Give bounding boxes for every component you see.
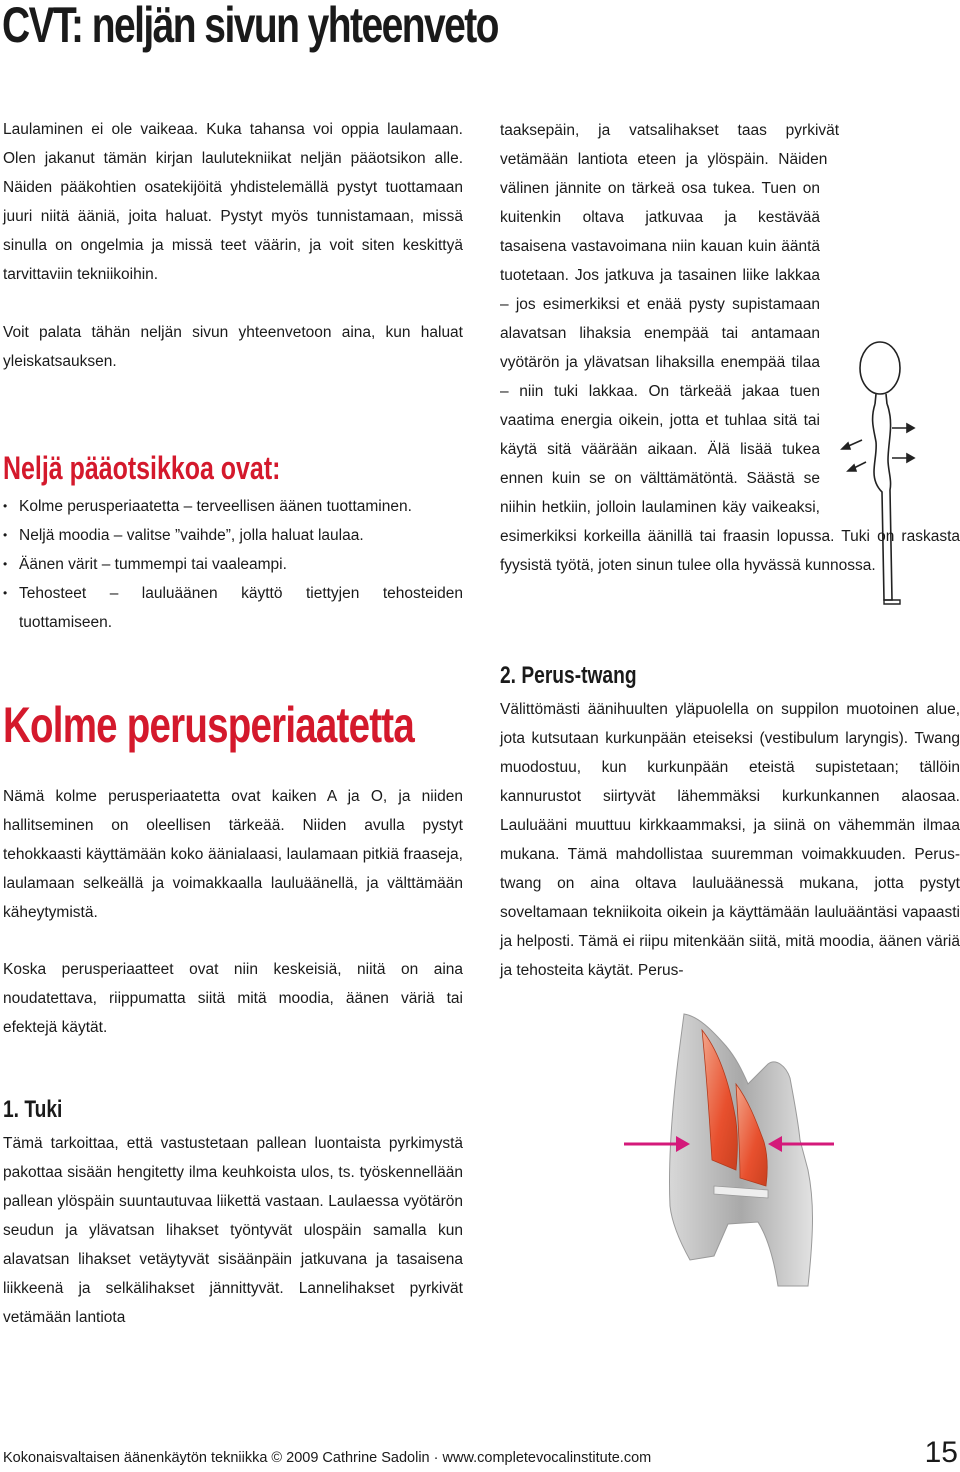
figure-neck <box>875 394 887 404</box>
page-title: CVT: neljän sivun yhteenveto <box>2 0 498 53</box>
principles-paragraph-2: Koska perusperiaatteet ovat niin keskeisiä, niitä on aina noudatettava, riippumatta siitä mitä moodia, äänen väriä tai efektejä käytät. <box>3 961 463 1036</box>
tuki-paragraph: Tämä tarkoittaa, että vastustetaan pallean luontaista pyrkimystä pakottaa sisään hengitetty ilma keuhkoista ulos, ts. työskennellään pallean ylöspäin suuntautuvaa liikettä vastaan. Laulaessa vyötärön seudun ja ylävatsan lihakset työntyvät ulospäin samalla kun alavatsan lihakset vetäytyvät sisäänpäin jatkuvana ja tasaisena liikkeenä ja selkälihakset jännittyvät. Lannelihakset pyrkivät vetämään lantiota <box>3 1135 463 1326</box>
footer-credit: Kokonaisvaltaisen äänenkäytön tekniikka © 2009 Cathrine Sadolin · www.completevocalinstitute.com <box>3 1450 652 1466</box>
list-item: • Neljä moodia – valitse ”vaihde”, jolla haluat laulaa. <box>3 521 463 550</box>
four-headings-list <box>3 492 463 637</box>
principles-paragraph-1: Nämä kolme perusperiaatetta ovat kaiken A ja O, ja niiden hallitseminen on oleellisen tärkeää. Niiden avulla pystyt tehokkaasti käyttämään koko äänialaasi, laulamaan pitkiä fraaseja, laulamaan selkeällä ja voimakkaalla lauluäänellä, ja välttämään käheytymistä. <box>3 788 463 921</box>
list-item: • Tehosteet – lauluäänen käyttö tiettyjen tehosteiden tuottamiseen. <box>3 579 463 637</box>
list-item: • Äänen värit – tummempi tai vaaleampi. <box>3 550 463 579</box>
twang-paragraph: Välittömästi äänihuulten yläpuolella on suppilon muotoinen alue, jota kutsutaan kurkunpään eteiseksi (vestibulum laryngis). Twang muodostuu, kun kurkunpään eteistä supistetaan; tällöin kannurustot siirtyvät lähemmäksi kurkunkannen alaosaa. Lauluääni muuttuu kirkkaammaksi, ja siinä on vähemmän ilmaa mukana. Tämä mahdollistaa suuremman voimakkuuden. Perus-twang on aina oltava lauluäänessä mukana, jotta pystyt soveltamaan tekniikoita oikein ja käyttämään lauluääntäsi vapaasti ja helposti. Tämä ei riipu mitenkään siitä, mitä moodia, äänen väriä ja tehosteita käytät. Perus- <box>500 701 960 979</box>
support-paragraph: taaksepäin, ja vatsalihakset taas pyrkivät vetämään lantiota eteen ja ylöspäin. Näiden välinen jännite on tärkeä osa tukea. Tuen on kuitenkin oltava jatkuvaa ja kestävää tasaisena vastavoimana niin kauan kuin ääntä tuotetaan. Jos jatkuva ja tasainen liike lakkaa – jos esimerkiksi et enää pysty supistamaan alavatsan lihaksia enempää tai antamaan vyötärön ja ylävatsan lihaksilla enempää tilaa – niin tuki lakkaa. On tärkeää jakaa tuen vaatima energia oikein, jotta et tuhlaa sitä tai käytä sitä väärään aikaan. Älä lisää tukea ennen kuin se on välttämätöntä. Säästä se niihin hetkiin, jolloin laulaminen käy vaikeaksi, esimerkiksi korkeilla äänillä tai fraasin lopussa. Tuki on raskasta fyysistä työtä, joten sinun tulee olla hyvässä kunnossa. <box>500 122 960 574</box>
principles-heading: Kolme perusperiaatetta <box>3 697 414 753</box>
support-arrows <box>842 424 914 471</box>
four-headings-heading: Neljä pääotsikkoa ovat: <box>3 450 281 486</box>
body-support-figure <box>830 330 930 610</box>
twang-heading: 2. Perus-twang <box>500 662 637 689</box>
intro-paragraph-2: Voit palata tähän neljän sivun yhteenvetoon aina, kun haluat yleiskatsauksen. <box>3 324 463 370</box>
page-number: 15 <box>924 1436 958 1469</box>
figure-head <box>860 342 900 394</box>
tuki-heading: 1. Tuki <box>3 1096 63 1123</box>
figure-body <box>873 404 892 600</box>
list-item: • Kolme perusperiaatetta – terveellisen äänen tuottaminen. <box>3 492 463 521</box>
larynx-illustration <box>618 1010 840 1290</box>
intro-paragraph-1: Laulaminen ei ole vaikeaa. Kuka tahansa voi oppia laulamaan. Olen jakanut tämän kirjan laulutekniikat neljän pääotsikon alle. Näiden pääkohtien osatekijöitä yhdistelemällä pystyt tuottamaan juuri niitä ääniä, joita haluat. Pystyt myös tunnistamaan, missä sinulla on ongelmia ja missä teet väärin, ja voit siten keskittyä tarvittaviin tekniikoihin. <box>3 121 463 283</box>
figure-foot <box>884 600 900 604</box>
